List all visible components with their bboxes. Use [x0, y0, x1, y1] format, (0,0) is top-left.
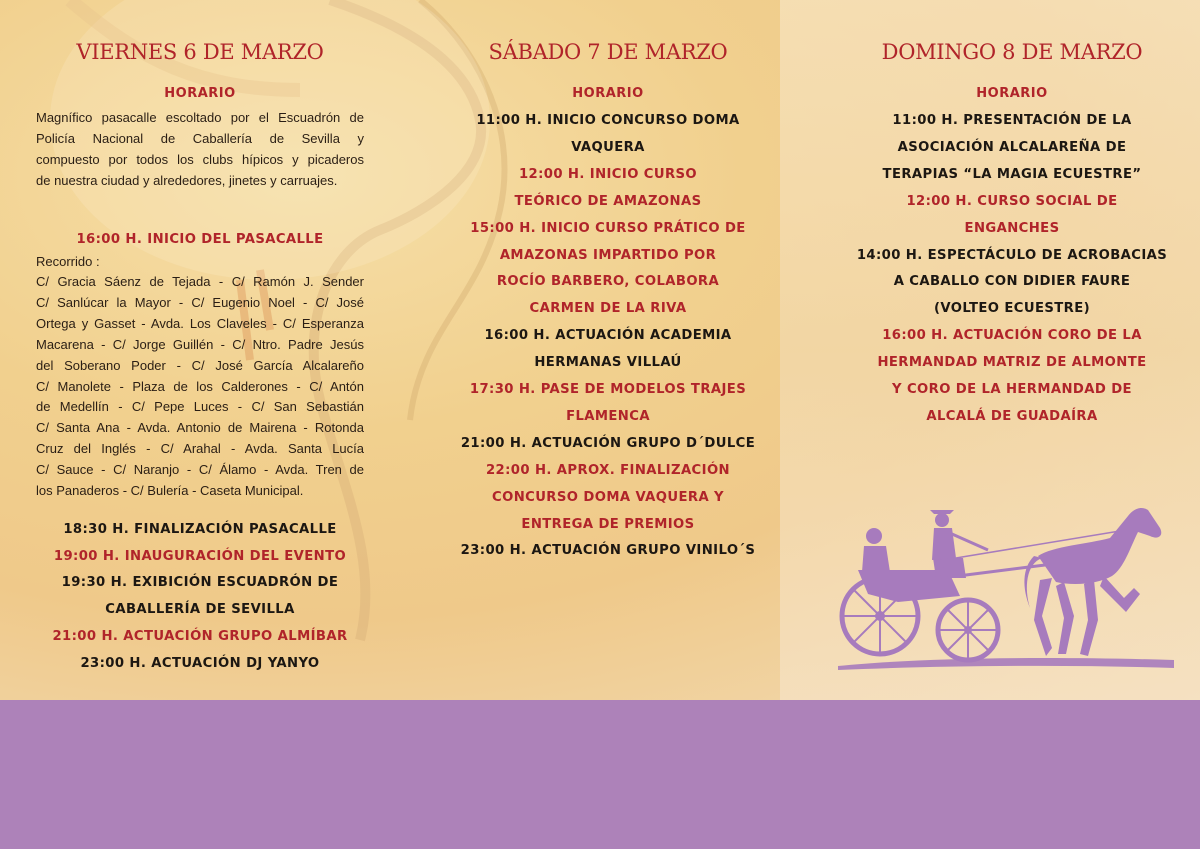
event-line: TERAPIAS “LA MAGIA ECUESTRE” [882, 166, 1142, 182]
route-line: del Soberano Poder - C/ José García Alcalareño [36, 357, 364, 373]
route-line: Macarena - C/ Jorge Guillén - C/ Ntro. Padre Jesús [36, 336, 364, 352]
event-line: 21:00 H. ACTUACIÓN GRUPO ALMÍBAR [52, 628, 348, 644]
event-line: 11:00 H. PRESENTACIÓN DE LA [892, 113, 1132, 128]
route-line: C/ Sauce - C/ Naranjo - C/ Álamo - Avda. Tren de [36, 462, 364, 478]
intro-line: Magnífico pasacalle escoltado por el Escuadrón de [36, 110, 364, 125]
event-line: ENTREGA DE PREMIOS [521, 516, 695, 532]
event-line: 23:00 H. ACTUACIÓN DJ YANYO [80, 655, 320, 671]
event-line: 14:00 H. ESPECTÁCULO DE ACROBACIAS [856, 247, 1168, 263]
route-line: Ortega y Gasset - Avda. Los Claveles - C/ Esperanza [36, 315, 364, 331]
sunday-horario: HORARIO [976, 86, 1048, 101]
saturday-horario: HORARIO [572, 86, 644, 101]
event-line: ROCÍO BARBERO, COLABORA [496, 274, 720, 290]
route-line: Cruz del Inglés - C/ Arahal - Avda. Santa Lucía [36, 441, 364, 457]
event-line: FLAMENCA [566, 408, 650, 424]
route-line: C/ Sanlúcar la Mayor - C/ Eugenio Noel - C/ José [36, 294, 364, 310]
friday-route-label: Recorrido : [36, 254, 100, 269]
event-line: 19:00 H. INAUGURACIÓN DEL EVENTO [53, 548, 347, 564]
event-line: 18:30 H. FINALIZACIÓN PASACALLE [63, 522, 337, 537]
friday-parade-start: 16:00 H. INICIO DEL PASACALLE [76, 232, 324, 247]
event-line: CABALLERÍA DE SEVILLA [105, 602, 295, 618]
friday-title: VIERNES 6 DE MARZO [76, 40, 324, 64]
event-line: (VOLTEO ECUESTRE) [933, 301, 1091, 317]
route-line: los Panaderos - C/ Bulería - Caseta Municipal. [36, 483, 304, 498]
route-line: C/ Manolete - Plaza de los Calderones - C/ Antón [36, 378, 364, 394]
event-line: 17:30 H. PASE DE MODELOS TRAJES [469, 382, 747, 397]
friday-horario: HORARIO [164, 86, 236, 101]
route-line: C/ Santa Ana - Avda. Antonio de Mairena - Rotonda [36, 420, 364, 436]
event-line: 11:00 H. INICIO CONCURSO DOMA [476, 113, 740, 128]
event-line: ASOCIACIÓN ALCALAREÑA DE [897, 139, 1127, 155]
footer-band [0, 700, 1200, 849]
event-line: 21:00 H. ACTUACIÓN GRUPO D´DULCE [460, 435, 756, 451]
route-line: de Medellín - C/ Pepe Luces - C/ San Sebastián [36, 399, 364, 415]
event-line: 12:00 H. CURSO SOCIAL DE [906, 193, 1118, 209]
event-line: HERMANAS VILLAÚ [534, 355, 682, 371]
event-line: CONCURSO DOMA VAQUERA Y [492, 489, 724, 505]
event-line: AMAZONAS IMPARTIDO POR [499, 247, 717, 263]
event-line: 19:30 H. EXIBICIÓN ESCUADRÓN DE [61, 575, 339, 591]
event-line: 15:00 H. INICIO CURSO PRÁTICO DE [470, 220, 746, 236]
event-line: TEÓRICO DE AMAZONAS [514, 193, 702, 209]
event-line: 22:00 H. APROX. FINALIZACIÓN [485, 462, 730, 478]
intro-line: Policía Nacional de Caballería de Sevilla y [36, 130, 364, 146]
event-line: 16:00 H. ACTUACIÓN ACADEMIA [484, 328, 732, 344]
event-line: ENGANCHES [964, 220, 1060, 236]
horse-carriage-icon [838, 498, 1174, 678]
event-line: 12:00 H. INICIO CURSO [518, 166, 698, 182]
event-line: VAQUERA [571, 139, 645, 155]
intro-line: de nuestra ciudad y alrededores, jinetes y carruajes. [36, 172, 338, 188]
saturday-title: SÁBADO 7 DE MARZO [488, 40, 728, 64]
event-line: HERMANDAD MATRIZ DE ALMONTE [877, 355, 1147, 371]
sunday-title: DOMINGO 8 DE MARZO [881, 40, 1143, 64]
event-line: 23:00 H. ACTUACIÓN GRUPO VINILO´S [460, 543, 756, 559]
route-line: C/ Gracia Sáenz de Tejada - C/ Ramón J. Sender [36, 274, 364, 289]
event-line: CARMEN DE LA RIVA [529, 301, 687, 317]
intro-line: compuesto por todos los clubs hípicos y picaderos [36, 151, 364, 167]
event-line: ALCALÁ DE GUADAÍRA [926, 408, 1098, 424]
event-line: 16:00 H. ACTUACIÓN CORO DE LA [882, 328, 1142, 344]
event-line: Y CORO DE LA HERMANDAD DE [892, 382, 1132, 397]
event-line: A CABALLO CON DIDIER FAURE [893, 274, 1131, 290]
